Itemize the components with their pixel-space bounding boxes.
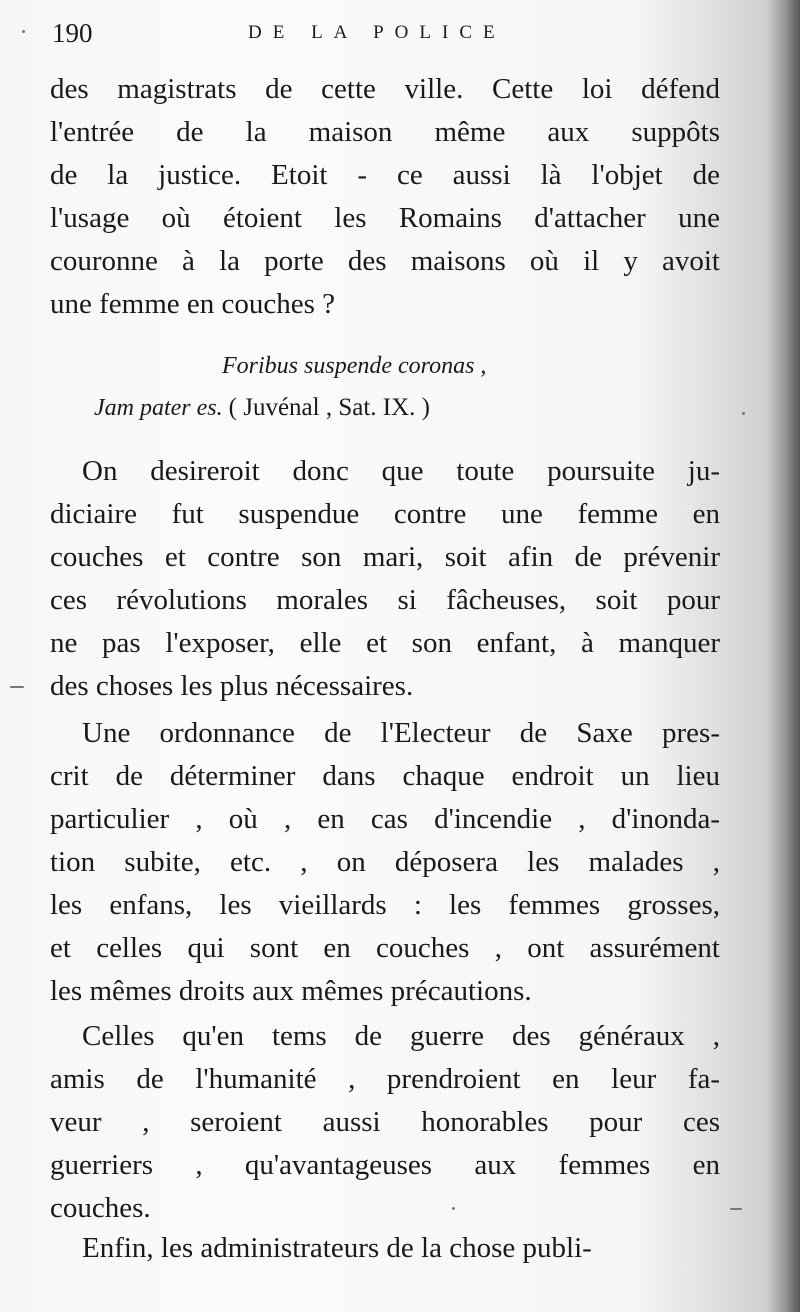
quotation-line-1 [50, 346, 720, 386]
text-line: ces révolutions morales si fâcheuses, soit pour [50, 584, 720, 616]
paragraph-3 [50, 712, 720, 1013]
text-line: de la justice. Etoit - ce aussi là l'objet de [50, 159, 720, 191]
running-head [52, 18, 732, 58]
text-line: tion subite, etc. , on déposera les malades , [50, 846, 720, 878]
text-line: une femme en couches ? [50, 288, 336, 320]
paragraph-1 [50, 68, 720, 326]
text-line: couronne à la porte des maisons où il y avoit [50, 245, 720, 277]
text-line: Enfin, les administrateurs de la chose publi- [82, 1232, 592, 1264]
scan-speck [10, 686, 24, 688]
text-line: les mêmes droits aux mêmes précautions. [50, 975, 532, 1007]
text-line: amis de l'humanité , prendroient en leur fa- [50, 1063, 720, 1095]
text-line: On desireroit donc que toute poursuite ju- [82, 455, 720, 487]
quotation-citation: ( Juvénal , Sat. IX. ) [228, 394, 430, 421]
text-line: Une ordonnance de l'Electeur de Saxe pres- [82, 717, 720, 749]
scan-speck [742, 412, 745, 415]
text-line: des magistrats de cette ville. Cette loi défend [50, 73, 720, 105]
text-line: veur , seroient aussi honorables pour ces [50, 1106, 720, 1138]
text-line: couches. [50, 1192, 151, 1224]
text-line: l'usage où étoient les Romains d'attacher une [50, 202, 720, 234]
paragraph-2 [50, 450, 720, 708]
quotation-line-2 [50, 388, 720, 428]
scan-speck [730, 1208, 742, 1210]
scan-speck [22, 30, 25, 33]
page-number: 190 [52, 18, 93, 48]
scan-speck [452, 1207, 455, 1210]
text-line: des choses les plus nécessaires. [50, 670, 414, 702]
text-line: crit de déterminer dans chaque endroit un lieu [50, 760, 720, 792]
text-line: les enfans, les vieillards : les femmes grosses, [50, 889, 720, 921]
text-line: l'entrée de la maison même aux suppôts [50, 116, 720, 148]
running-title: DE LA POLICE [248, 22, 506, 43]
page-edge-shadow [766, 0, 800, 1312]
text-line: diciaire fut suspendue contre une femme en [50, 498, 720, 530]
text-line: couches et contre son mari, soit afin de prévenir [50, 541, 720, 573]
paragraph-5 [50, 1227, 720, 1270]
quotation-verse: Foribus suspende coronas , [222, 353, 487, 379]
text-line: Celles qu'en tems de guerre des généraux , [82, 1020, 720, 1052]
text-line: ne pas l'exposer, elle et son enfant, à manquer [50, 627, 720, 659]
text-line: particulier , où , en cas d'incendie , d'inonda- [50, 803, 720, 835]
paragraph-4 [50, 1015, 720, 1230]
text-line: guerriers , qu'avantageuses aux femmes en [50, 1149, 720, 1181]
quotation-verse: Jam pater es. [94, 395, 223, 421]
text-line: et celles qui sont en couches , ont assurément [50, 932, 720, 964]
